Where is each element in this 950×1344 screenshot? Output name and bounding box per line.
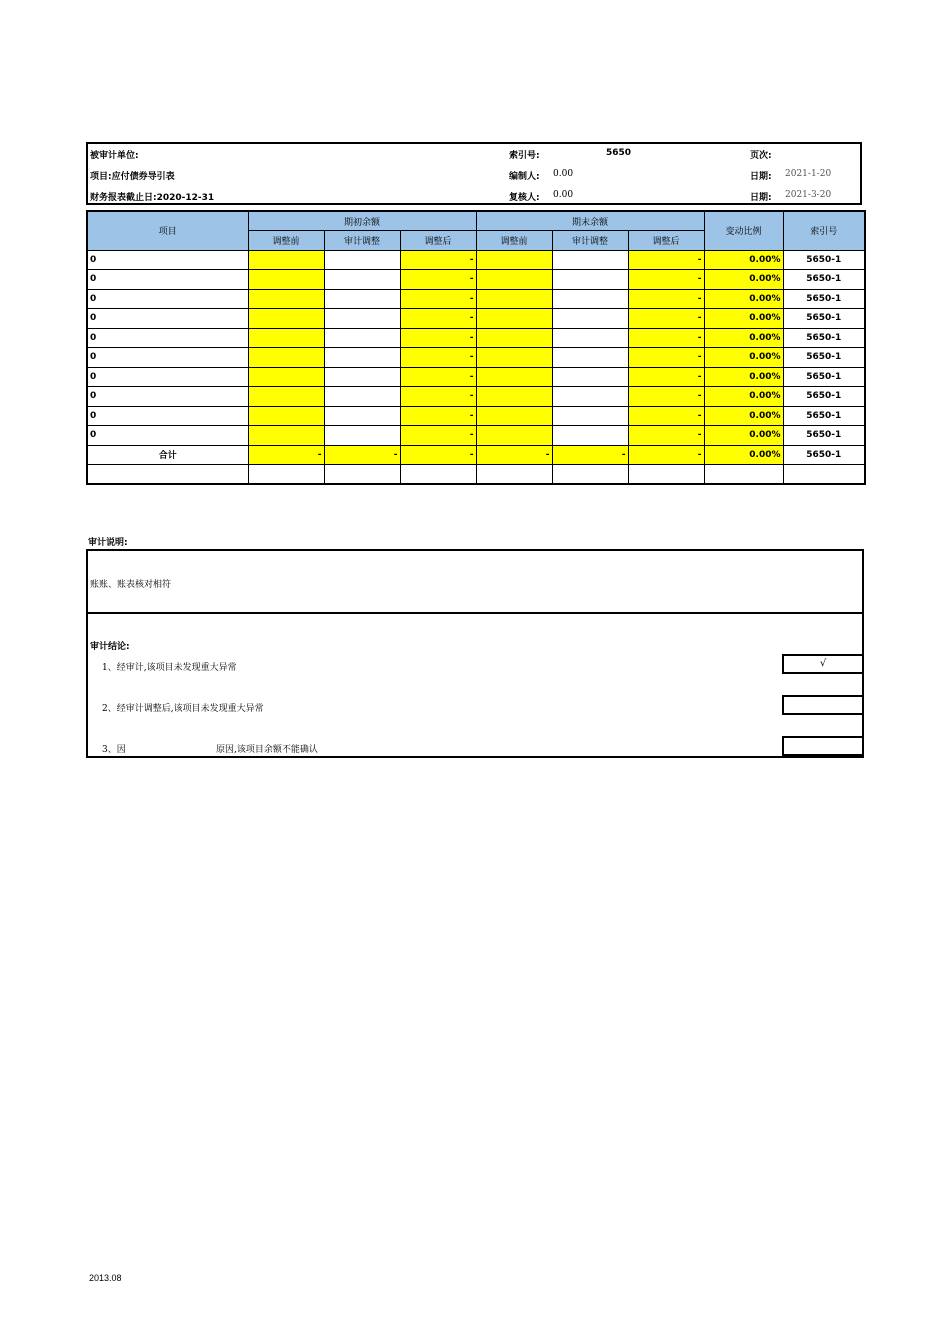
closing-audit-cell[interactable]: [552, 406, 628, 426]
change-ratio-cell[interactable]: 0.00%: [704, 426, 783, 446]
closing-before-cell[interactable]: [476, 250, 552, 270]
opening-audit-cell[interactable]: [324, 309, 400, 329]
empty-row: [87, 465, 865, 485]
index-cell[interactable]: 5650-1: [783, 367, 865, 387]
opening-before-cell[interactable]: [248, 328, 324, 348]
closing-audit-cell[interactable]: [552, 348, 628, 368]
total-opening-after[interactable]: -: [400, 445, 476, 465]
opening-before-cell[interactable]: [248, 309, 324, 329]
row-name[interactable]: 0: [87, 348, 248, 368]
table-row: [87, 250, 865, 270]
date-value-2: 2021-3-20: [785, 190, 832, 200]
closing-after-cell[interactable]: -: [628, 309, 704, 329]
row-name[interactable]: 0: [87, 270, 248, 290]
closing-audit-header: 审计调整: [552, 231, 628, 251]
empty-cell[interactable]: [476, 465, 552, 485]
conclusion-item-3-suffix: 原因,该项目余额不能确认: [216, 745, 318, 755]
opening-before-cell[interactable]: [248, 367, 324, 387]
auditee-label: 被审计单位:: [90, 151, 139, 161]
closing-after-cell[interactable]: -: [628, 328, 704, 348]
change-ratio-cell[interactable]: 0.00%: [704, 289, 783, 309]
row-name[interactable]: 0: [87, 406, 248, 426]
opening-before-cell[interactable]: [248, 289, 324, 309]
conclusion-title: 审计结论:: [90, 642, 130, 652]
row-name[interactable]: 0: [87, 426, 248, 446]
audit-notes-text[interactable]: 账账、账表核对相符: [90, 580, 172, 590]
conclusion-check-1[interactable]: √: [782, 654, 864, 674]
empty-cell[interactable]: [87, 465, 248, 485]
index-cell[interactable]: 5650-1: [783, 387, 865, 407]
opening-after-cell[interactable]: -: [400, 250, 476, 270]
footer-version: 2013.08: [89, 1273, 122, 1283]
closing-before-cell[interactable]: [476, 406, 552, 426]
closing-audit-cell[interactable]: [552, 387, 628, 407]
project-label: 项目:应付债券导引表: [90, 172, 175, 182]
date-value-1: 2021-1-20: [785, 169, 832, 179]
opening-audit-cell[interactable]: [324, 426, 400, 446]
index-value: 5650: [606, 148, 632, 158]
closing-before-header: 调整前: [476, 231, 552, 251]
index-cell[interactable]: 5650-1: [783, 426, 865, 446]
closing-after-cell[interactable]: -: [628, 348, 704, 368]
conclusion-item-3-prefix: 3、因: [102, 745, 126, 755]
index-cell[interactable]: 5650-1: [783, 348, 865, 368]
index-cell[interactable]: 5650-1: [783, 309, 865, 329]
empty-cell[interactable]: [248, 465, 324, 485]
change-ratio-cell[interactable]: 0.00%: [704, 406, 783, 426]
opening-audit-cell[interactable]: [324, 387, 400, 407]
index-cell[interactable]: 5650-1: [783, 270, 865, 290]
opening-after-cell[interactable]: -: [400, 367, 476, 387]
opening-before-cell[interactable]: [248, 348, 324, 368]
empty-cell[interactable]: [704, 465, 783, 485]
opening-audit-cell[interactable]: [324, 270, 400, 290]
change-ratio-cell[interactable]: 0.00%: [704, 367, 783, 387]
row-name[interactable]: 0: [87, 289, 248, 309]
total-change-ratio[interactable]: 0.00%: [704, 445, 783, 465]
opening-after-cell[interactable]: -: [400, 270, 476, 290]
closing-after-cell[interactable]: -: [628, 367, 704, 387]
total-opening-audit[interactable]: -: [324, 445, 400, 465]
row-name[interactable]: 0: [87, 328, 248, 348]
change-ratio-cell[interactable]: 0.00%: [704, 309, 783, 329]
closing-audit-cell[interactable]: [552, 250, 628, 270]
closing-audit-cell[interactable]: [552, 426, 628, 446]
table-row: [87, 348, 865, 368]
opening-audit-cell[interactable]: [324, 289, 400, 309]
opening-after-cell[interactable]: -: [400, 328, 476, 348]
page-label: 页次:: [750, 151, 772, 161]
closing-after-header: 调整后: [628, 231, 704, 251]
table-row: [87, 270, 865, 290]
index-cell[interactable]: 5650-1: [783, 406, 865, 426]
closing-before-cell[interactable]: [476, 348, 552, 368]
change-ratio-cell[interactable]: 0.00%: [704, 387, 783, 407]
row-name[interactable]: 0: [87, 367, 248, 387]
preparer-label: 编制人:: [509, 172, 540, 182]
opening-after-cell[interactable]: -: [400, 406, 476, 426]
opening-before-cell[interactable]: [248, 426, 324, 446]
opening-after-cell[interactable]: -: [400, 426, 476, 446]
closing-before-cell[interactable]: [476, 426, 552, 446]
opening-balance-header: 期初余额: [248, 211, 476, 231]
closing-before-cell[interactable]: [476, 328, 552, 348]
empty-cell[interactable]: [552, 465, 628, 485]
table-row: [87, 406, 865, 426]
date-label-1: 日期:: [750, 172, 772, 182]
closing-audit-cell[interactable]: [552, 309, 628, 329]
table-row: [87, 328, 865, 348]
table-row: [87, 367, 865, 387]
empty-cell[interactable]: [400, 465, 476, 485]
opening-after-cell[interactable]: -: [400, 348, 476, 368]
change-ratio-cell[interactable]: 0.00%: [704, 270, 783, 290]
balance-table: [86, 210, 866, 485]
closing-after-cell[interactable]: -: [628, 406, 704, 426]
audit-notes-title: 审计说明:: [88, 538, 128, 548]
opening-after-header: 调整后: [400, 231, 476, 251]
opening-audit-cell[interactable]: [324, 250, 400, 270]
opening-before-cell[interactable]: [248, 270, 324, 290]
preparer-value: 0.00: [553, 169, 574, 179]
total-closing-after[interactable]: -: [628, 445, 704, 465]
change-ratio-cell[interactable]: 0.00%: [704, 348, 783, 368]
header-row-2: [88, 165, 860, 186]
col-item-header: 项目: [87, 211, 248, 250]
closing-before-cell[interactable]: [476, 387, 552, 407]
closing-audit-cell[interactable]: [552, 367, 628, 387]
closing-before-cell[interactable]: [476, 367, 552, 387]
reviewer-value: 0.00: [553, 190, 574, 200]
row-name[interactable]: 0: [87, 309, 248, 329]
header-info-box: [86, 142, 862, 205]
header-row-1: [88, 144, 860, 165]
closing-after-cell[interactable]: -: [628, 289, 704, 309]
row-name[interactable]: 0: [87, 250, 248, 270]
index-cell[interactable]: 5650-1: [783, 250, 865, 270]
opening-audit-cell[interactable]: [324, 406, 400, 426]
closing-after-cell[interactable]: -: [628, 270, 704, 290]
total-opening-before[interactable]: -: [248, 445, 324, 465]
index-cell[interactable]: 5650-1: [783, 328, 865, 348]
date-label-2: 日期:: [750, 193, 772, 203]
conclusion-item-1: 1、经审计,该项目未发现重大异常: [102, 663, 237, 673]
total-closing-before[interactable]: -: [476, 445, 552, 465]
table-row: [87, 289, 865, 309]
opening-audit-cell[interactable]: [324, 328, 400, 348]
closing-audit-cell[interactable]: [552, 289, 628, 309]
closing-audit-cell[interactable]: [552, 270, 628, 290]
change-ratio-cell[interactable]: 0.00%: [704, 328, 783, 348]
opening-after-cell[interactable]: -: [400, 387, 476, 407]
opening-before-cell[interactable]: [248, 250, 324, 270]
conclusion-check-3[interactable]: [782, 736, 864, 756]
table-row: [87, 309, 865, 329]
audit-notes-box: [86, 549, 864, 758]
table-row: [87, 426, 865, 446]
index-no-header: 索引号: [783, 211, 865, 250]
empty-cell[interactable]: [783, 465, 865, 485]
notes-divider: [88, 612, 862, 614]
index-label: 索引号:: [509, 151, 540, 161]
empty-cell[interactable]: [324, 465, 400, 485]
closing-before-cell[interactable]: [476, 309, 552, 329]
total-index[interactable]: 5650-1: [783, 445, 865, 465]
closing-after-cell[interactable]: -: [628, 426, 704, 446]
opening-before-header: 调整前: [248, 231, 324, 251]
index-cell[interactable]: 5650-1: [783, 289, 865, 309]
closing-before-cell[interactable]: [476, 289, 552, 309]
conclusion-check-2[interactable]: [782, 695, 864, 715]
header-row-3: [88, 186, 860, 207]
closing-before-cell[interactable]: [476, 270, 552, 290]
total-closing-audit[interactable]: -: [552, 445, 628, 465]
change-ratio-cell[interactable]: 0.00%: [704, 250, 783, 270]
conclusion-item-2: 2、经审计调整后,该项目未发现重大异常: [102, 704, 264, 714]
opening-after-cell[interactable]: -: [400, 289, 476, 309]
total-row: [87, 445, 865, 465]
total-label: 合计: [87, 445, 248, 465]
opening-after-cell[interactable]: -: [400, 309, 476, 329]
empty-cell[interactable]: [628, 465, 704, 485]
reviewer-label: 复核人:: [509, 193, 540, 203]
closing-after-cell[interactable]: -: [628, 387, 704, 407]
table-row: [87, 387, 865, 407]
change-ratio-header: 变动比例: [704, 211, 783, 250]
closing-audit-cell[interactable]: [552, 328, 628, 348]
opening-audit-cell[interactable]: [324, 367, 400, 387]
closing-balance-header: 期末余额: [476, 211, 704, 231]
opening-before-cell[interactable]: [248, 406, 324, 426]
period-label: 财务报表截止日:2020-12-31: [90, 193, 215, 203]
opening-audit-header: 审计调整: [324, 231, 400, 251]
opening-audit-cell[interactable]: [324, 348, 400, 368]
opening-before-cell[interactable]: [248, 387, 324, 407]
row-name[interactable]: 0: [87, 387, 248, 407]
closing-after-cell[interactable]: -: [628, 250, 704, 270]
